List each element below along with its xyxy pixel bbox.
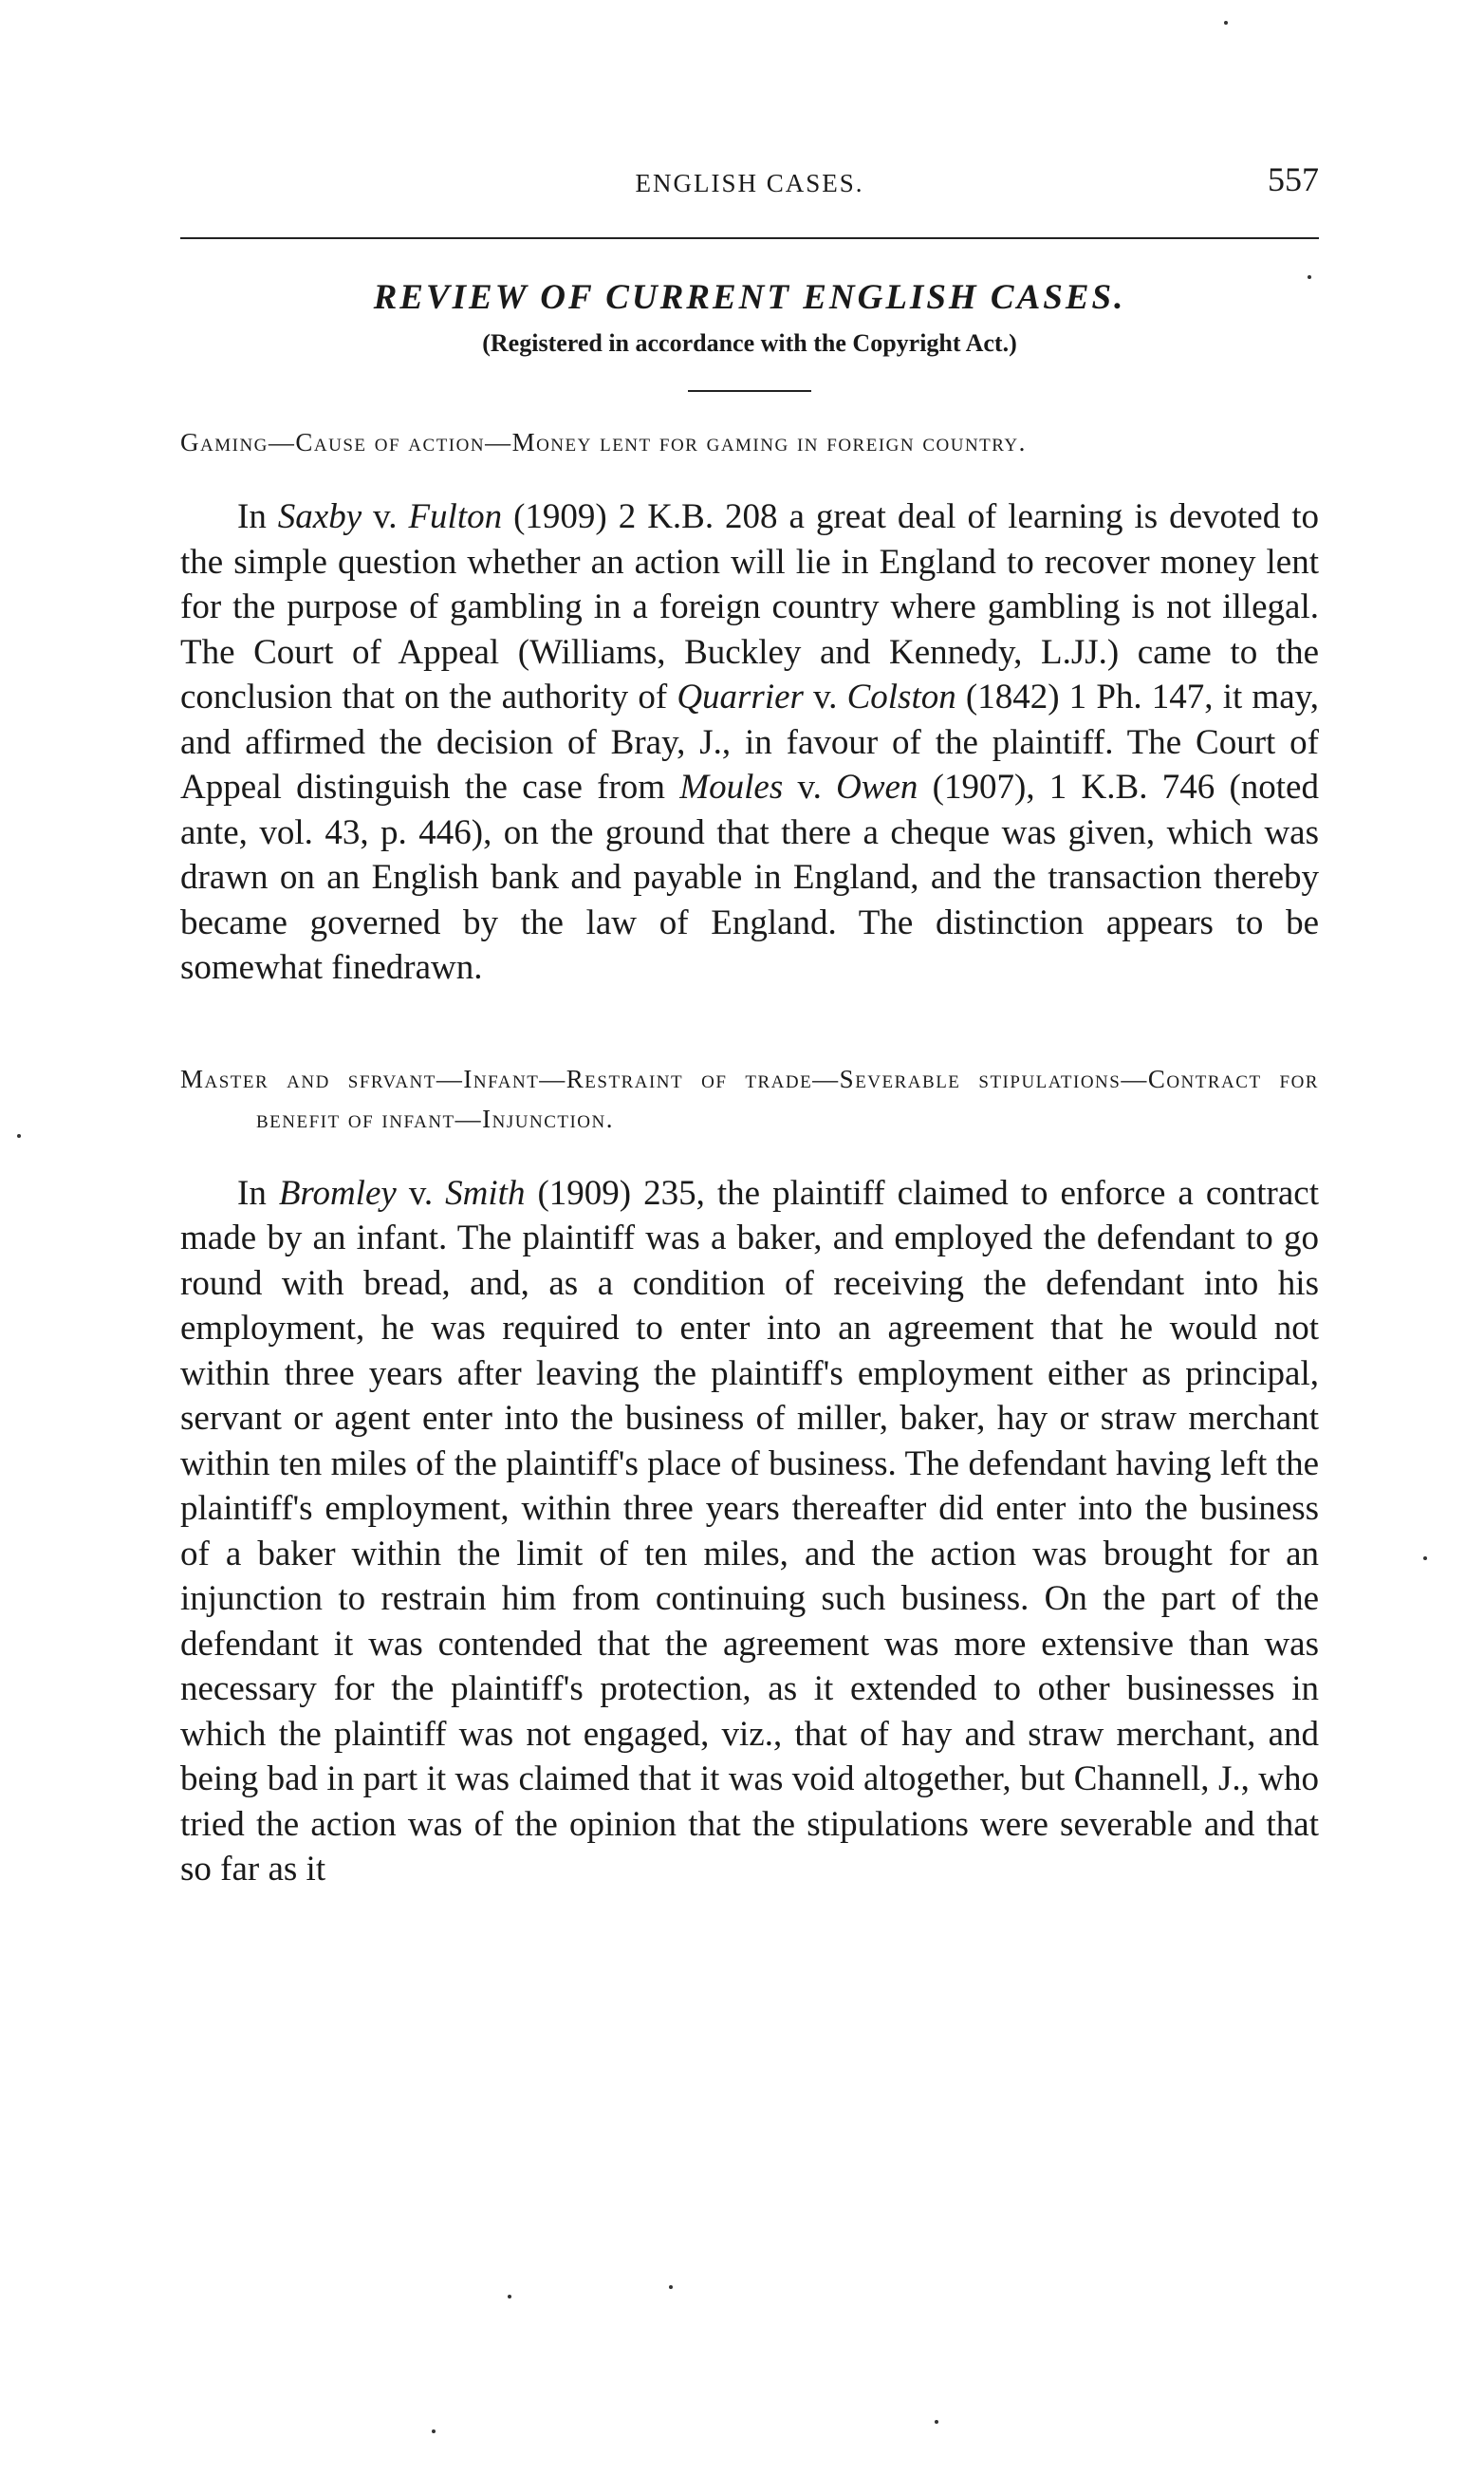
- scan-speck: [17, 1134, 21, 1138]
- scan-speck: [1308, 275, 1311, 279]
- case-text: (1909) 235, the plaintiff claimed to enforce a contract made by an infant. The plaintiff was a baker, and employed the defendant to go round with bread, and, as a condition of receiving the defendant into his employment, he was required to enter into an agreement that he would not within three years after leaving the plaintiff's employment either as principal, servant or agent enter into the business of miller, baker, hay or straw merchant within ten miles of the plaintiff's place of business. The defendant having left the plaintiff's employment, within three years thereafter did enter into the business of a baker within the limit of ten miles, and the action was brought for an injunction to restrain him from continuing such business. On the part of the defendant it was contended that the agreement was more extensive than was necessary for the plaintiff's protection, as it extended to other businesses in which the plaintiff was not engaged, viz., that of hay and straw merchant, and being bad in part it was claimed that it was void altogether, but Channell, J., who tried the action was of the opinion that the stipulations were severable and that so far as it: [180, 1173, 1319, 1889]
- case-name: Owen: [836, 768, 918, 807]
- case-text: (1842) 1 Ph. 147, it may, and affirmed the decision of Bray, J., in favour of the plaintiff. The Court of Appeal distinguish the case from: [180, 678, 1319, 807]
- case-text: v.: [396, 1173, 446, 1213]
- case-paragraph-bromley-v-smith: In Bromley v. Smith (1909) 235, the plaintiff claimed to enforce a contract made by an infant. The plaintiff was a baker, and employed the defendant to go round with bread, and, as a condition of receiving the defendant into his employment, he was required to enter into an agreement that he would not within three years after leaving the plaintiff's employment either as principal, servant or agent enter into the business of miller, baker, hay or straw merchant within ten miles of the plaintiff's place of business. The defendant having left the plaintiff's employment, within three years thereafter did enter into the business of a baker within the limit of ten miles, and the action was brought for an injunction to restrain him from continuing such business. On the part of the defendant it was contended that the agreement was more extensive than was necessary for the plaintiff's protection, as it extended to other businesses in which the plaintiff was not engaged, viz., that of hay and straw merchant, and being bad in part it was claimed that it was void altogether, but Channell, J., who tried the action was of the opinion that the stipulations were severable and that so far as it: [180, 1173, 1319, 1889]
- case-name: Moules: [679, 768, 784, 807]
- case-text: v.: [783, 768, 837, 807]
- scan-speck: [432, 2429, 436, 2433]
- case-text: (1907), 1 K.B. 746 (noted ante, vol. 43, p. 446), on the ground that there a cheque was given, which was drawn on an English bank and payable in England, and the transaction thereby became governed by the law of England. The distinction appears to be somewhat finedrawn.: [180, 768, 1319, 987]
- case-text: v.: [362, 497, 409, 536]
- case-paragraph-saxby-v-fulton: In Saxby v. Fulton (1909) 2 K.B. 208 a great deal of learning is devoted to the simple question whether an action will lie in England to recover money lent for the purpose of gambling in a foreign country where gambling is not illegal. The Court of Appeal (Williams, Buckley and Kennedy, L.JJ.) came to the conclusion that on the authority of Quarrier v. Colston (1842) 1 Ph. 147, it may, and affirmed the decision of Bray, J., in favour of the plaintiff. The Court of Appeal distinguish the case from Moules v. Owen (1907), 1 K.B. 746 (noted ante, vol. 43, p. 446), on the ground that there a cheque was given, which was drawn on an English bank and payable in England, and the transaction thereby became governed by the law of England. The distinction appears to be somewhat finedrawn.: [180, 497, 1319, 987]
- page-number: 557: [1268, 160, 1319, 198]
- title-rule: [688, 390, 811, 392]
- case-name: Saxby: [277, 497, 362, 536]
- scan-speck: [669, 2285, 673, 2289]
- case-text: v.: [803, 678, 847, 716]
- case-text: (1909) 2 K.B. 208 a great deal of learning is devoted to the simple question whether an action will lie in England to recover money lent for the purpose of gambling in a foreign country where gambling is not illegal. The Court of Appeal (Williams, Buckley and Kennedy, L.JJ.) came to the conclusion that on the authority of: [180, 497, 1319, 716]
- running-head: [180, 152, 1319, 209]
- case-name: Colston: [846, 678, 956, 716]
- scan-speck: [508, 2295, 511, 2298]
- case-name: Bromley: [278, 1173, 397, 1213]
- book-page: [180, 152, 1319, 1892]
- scan-speck: [1423, 1556, 1427, 1560]
- review-subtitle: (Registered in accordance with the Copyright Act.): [482, 329, 1017, 357]
- header-rule: [180, 237, 1319, 239]
- review-title: REVIEW OF CURRENT ENGLISH CASES.: [373, 278, 1126, 317]
- running-title: ENGLISH CASES.: [635, 169, 864, 197]
- scan-speck: [935, 2420, 938, 2424]
- case-name: Fulton: [408, 497, 503, 536]
- case-name: Smith: [445, 1173, 526, 1213]
- section-heading-gaming: Gaming—Cause of action—Money lent for gaming in foreign country.: [180, 428, 1027, 456]
- section-heading-master-servant: Master and sfrvant—Infant—Restraint of trade—Severable stipulations—Contract for benefit of infant—Injunction.: [180, 1064, 1319, 1133]
- case-name: Quarrier: [677, 678, 804, 716]
- scan-speck: [1224, 21, 1228, 25]
